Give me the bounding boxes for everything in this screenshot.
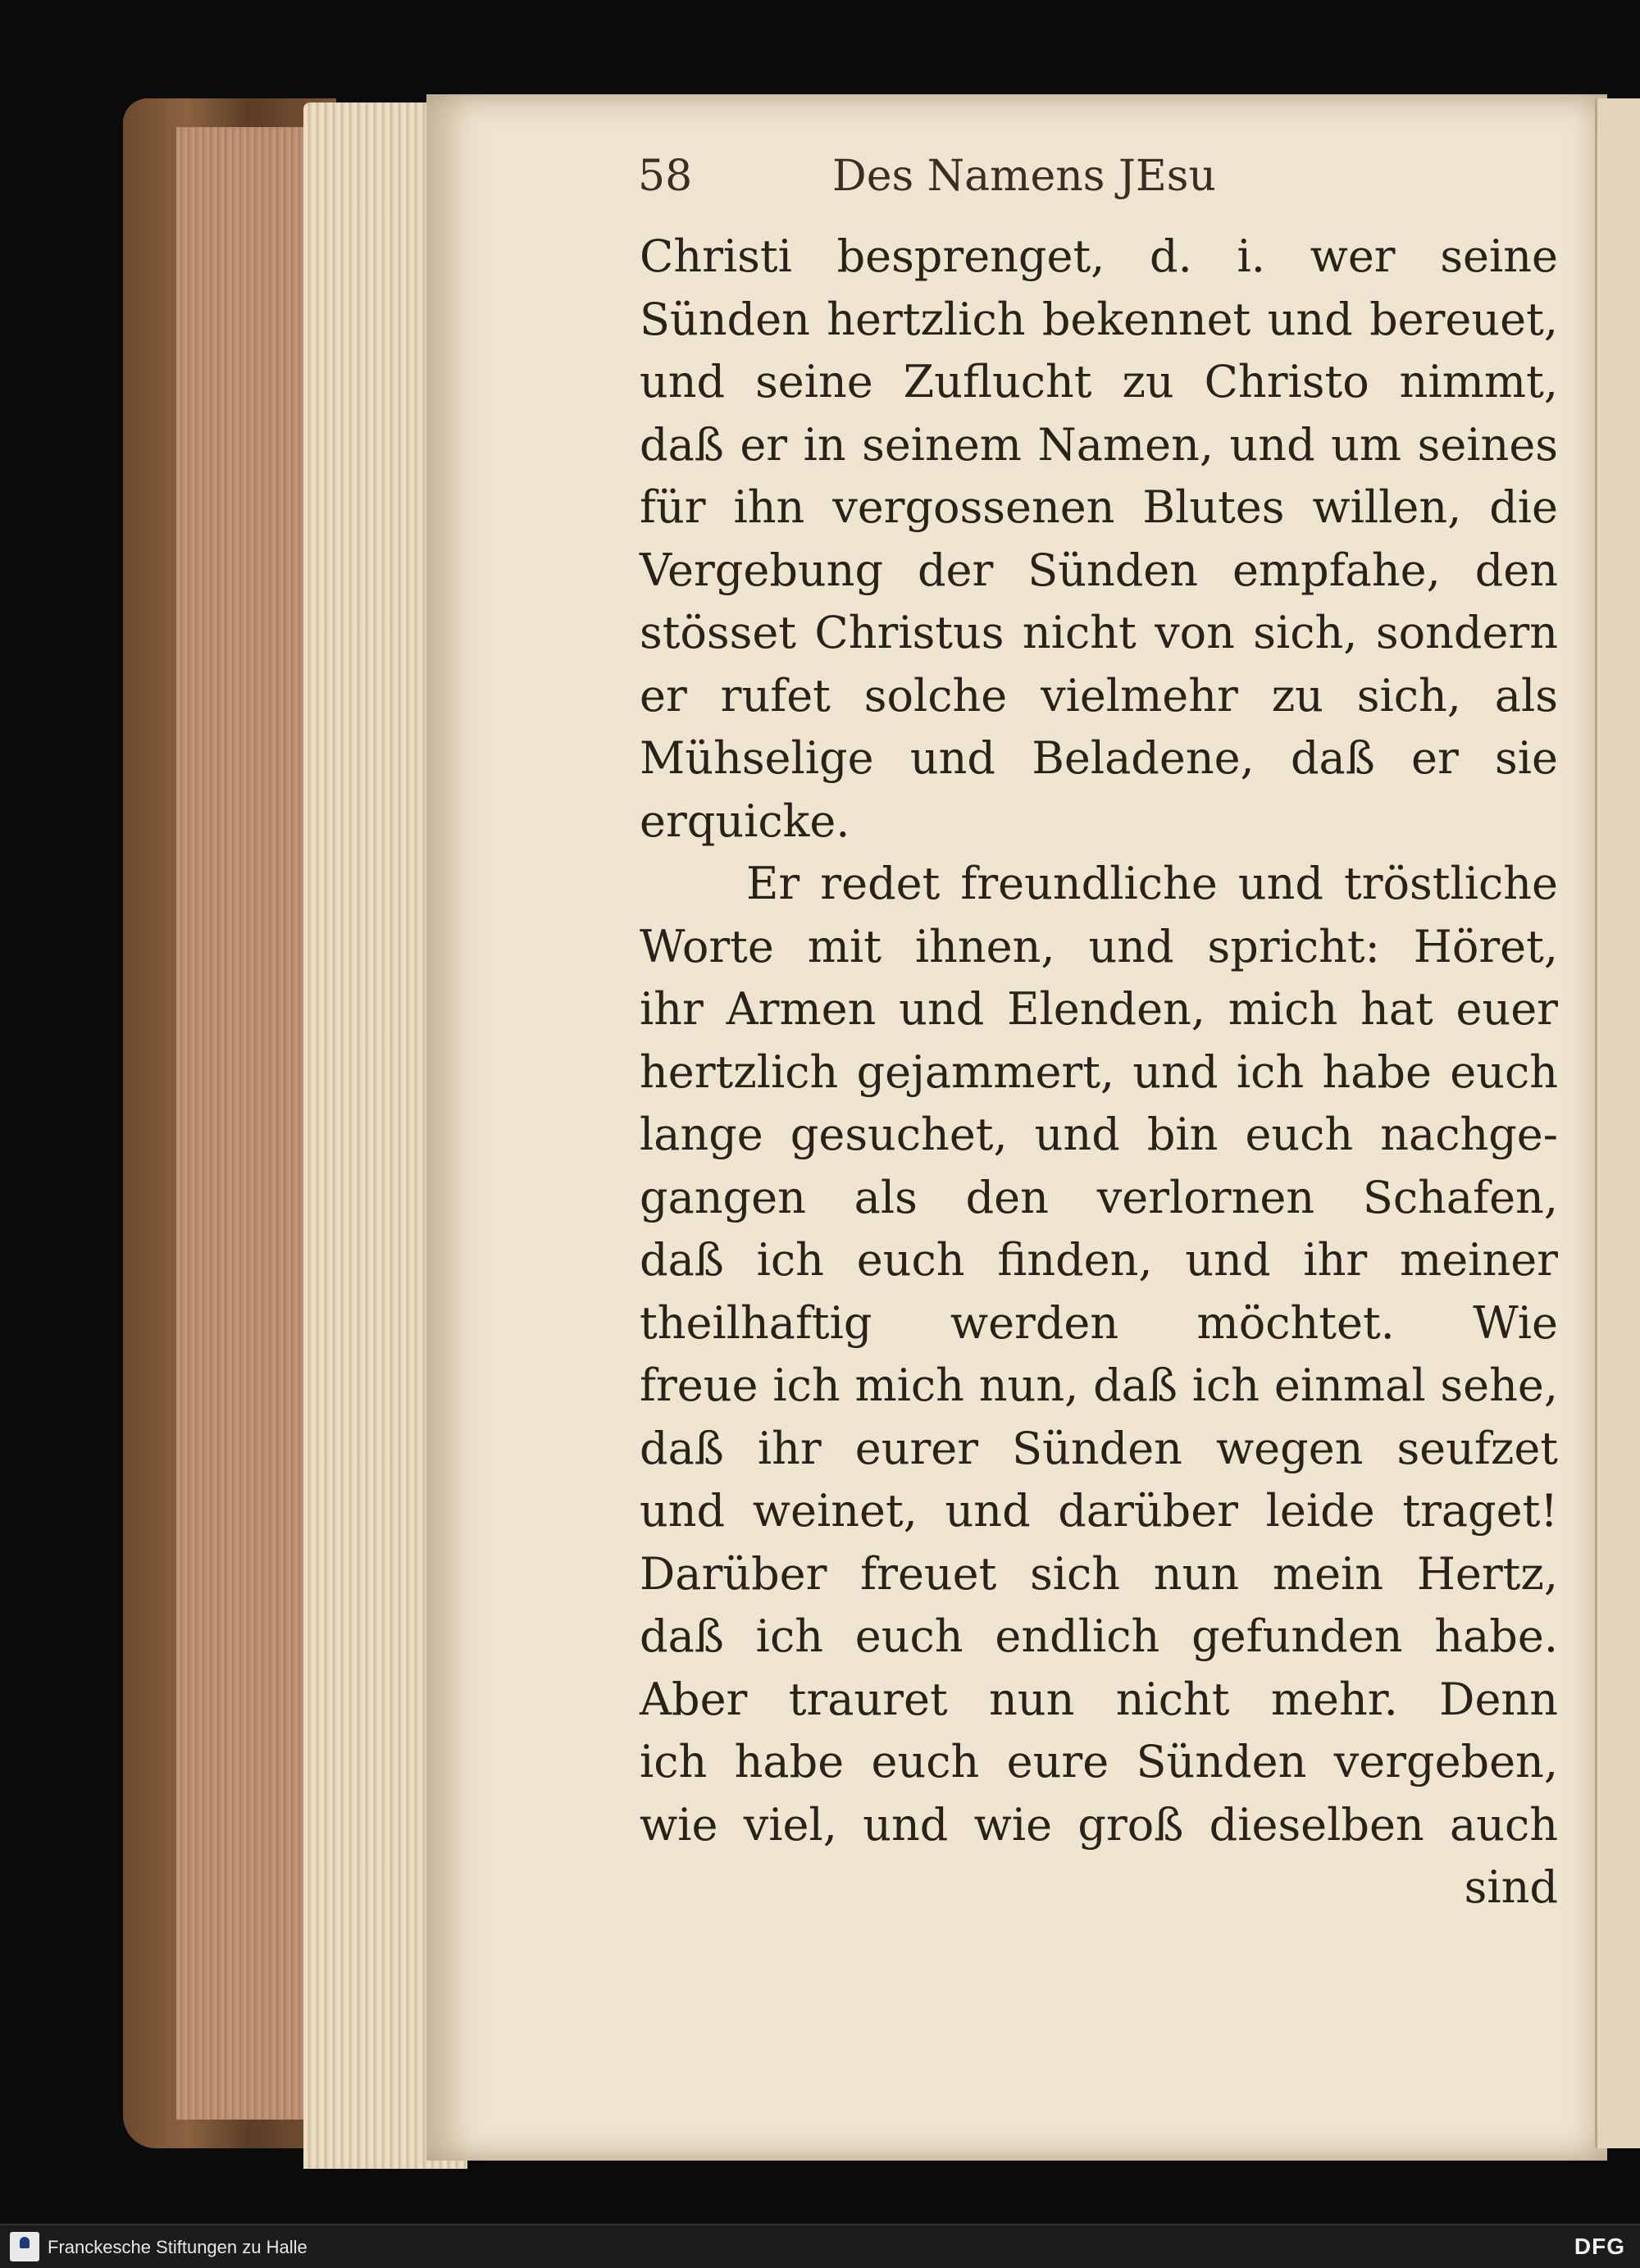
text-line: erquicke. (640, 795, 850, 847)
text-line: und weinet, und darüber leide traget! (640, 1485, 1558, 1537)
dfg-logo: DFG (1574, 2234, 1625, 2259)
body-text (640, 225, 1558, 1920)
text-line: daß ihr eurer Sünden wegen seufzet (640, 1422, 1558, 1474)
franckesche-stiftungen-logo-icon (10, 2232, 39, 2261)
text-line: Christi besprenget, d. i. wer seine (640, 230, 1558, 282)
facing-page-edge (1595, 98, 1640, 2148)
text-line: Sünden hertzlich bekennet und bereuet, (640, 293, 1558, 345)
text-line: für ihn vergossenen Blutes willen, die (640, 481, 1558, 533)
text-line: er rufet solche vielmehr zu sich, als (640, 669, 1558, 722)
institution-name: Franckesche Stiftungen zu Halle (48, 2237, 308, 2257)
text-line: daß er in seinem Namen, und um seines (640, 418, 1558, 471)
text-line: daß ich euch finden, und ihr meiner (640, 1234, 1558, 1286)
text-line: lange gesuchet, und bin euch nachge- (640, 1109, 1558, 1160)
text-line: Er redet freundliche und tröstliche (746, 858, 1558, 909)
text-line: stösset Christus nicht von sich, sondern (640, 607, 1558, 658)
text-line: und seine Zuflucht zu Christo nimmt, (640, 356, 1558, 408)
text-line: Aber trauret nun nicht mehr. Denn (640, 1673, 1558, 1725)
text-line: theilhaftig werden möchtet. Wie (640, 1296, 1558, 1349)
catchword: sind (1464, 1861, 1558, 1913)
text-line: Darüber freuet sich nun mein Hertz, (640, 1547, 1558, 1600)
text-line: hertzlich gejammert, und ich habe euch (640, 1045, 1558, 1098)
page-number: 58 (638, 152, 693, 201)
text-line: ich habe euch eure Sünden vergeben, (640, 1736, 1558, 1788)
text-line: Worte mit ihnen, und spricht: Höret, (640, 920, 1558, 972)
text-line: Vergebung der Sünden empfahe, den (640, 544, 1558, 596)
text-line: daß ich euch endlich gefunden habe. (640, 1610, 1558, 1662)
text-line: ihr Armen und Elenden, mich hat euer (640, 983, 1558, 1035)
text-line: wie viel, und wie groß dieselben auch (640, 1798, 1558, 1851)
text-line: gangen als den verlornen Schafen, (640, 1171, 1558, 1223)
text-line: Mühselige und Beladene, daß er sie (640, 732, 1558, 784)
book-page-edges (176, 127, 308, 2120)
text-line: freue ich mich nun, daß ich einmal sehe, (640, 1359, 1558, 1411)
running-head: Des Namens JEsu (832, 152, 1216, 201)
viewer-footer (0, 2224, 1640, 2268)
